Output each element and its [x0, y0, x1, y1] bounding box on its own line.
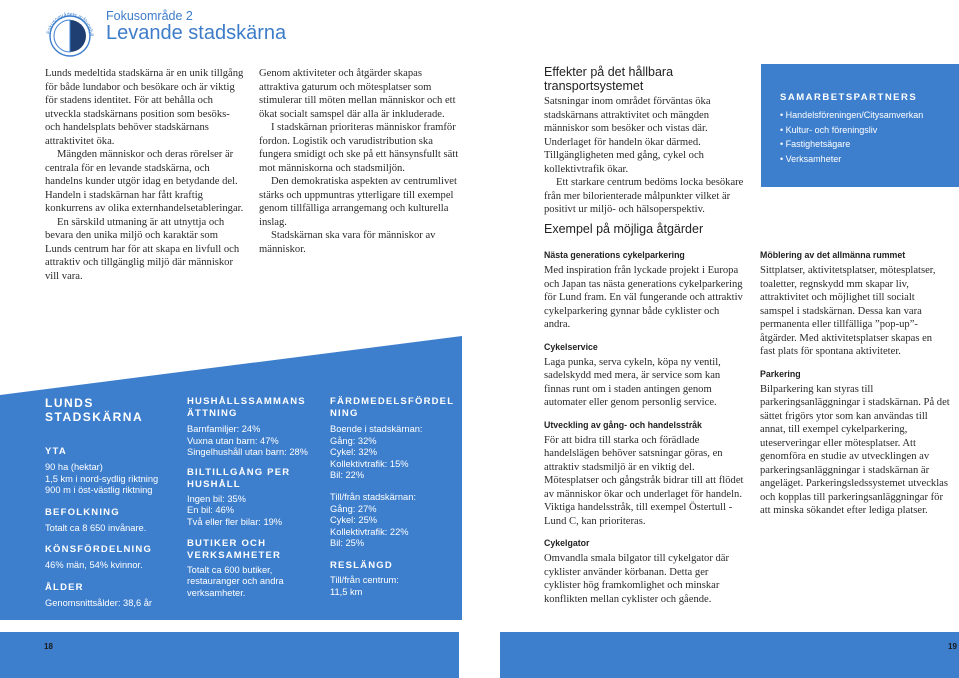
facts-subheading: ÅLDER [45, 581, 84, 593]
effects-heading: Effekter på det hållbara transportsystemet [544, 65, 674, 93]
facts-lunds-stadskarna [45, 396, 175, 610]
examples-heading: Exempel på möjliga åtgärder [544, 222, 704, 236]
fact-line: Två eller fler bilar: 19% [187, 516, 283, 527]
example-text: Omvandla smala bilgator till cykelgator där cyklister använder körbanan. Detta ger cyklister hög framkomlighet och minskar konflikten mellan cyklister och gående. [544, 553, 730, 605]
fact-line: Genomsnittsålder: 38,6 år [45, 597, 152, 608]
fact-line: Gång: 27% [330, 503, 377, 514]
bullet-icon: • [780, 153, 784, 164]
facts-heading: LUNDS STADSKÄRNA [45, 396, 144, 424]
effects-paragraph: Ett starkare centrum bedöms locka besökare från mer bilorienterade målpunkter vilket är positivt ur miljö- och hälsoperspektiv. [544, 177, 744, 215]
facts-subheading: BUTIKER OCH VERKSAMHETER [187, 537, 282, 561]
bullet-icon: • [780, 139, 784, 149]
bullet-icon: • [780, 110, 784, 120]
effects-paragraph: Satsningar inom området förväntas öka stadskärnans attraktivitet och mängden människor som besöker och vistas där. Underlaget för handeln ökar därmed. Tillgängligheten med gång, cykel och kollektivtrafik ökar. [544, 96, 711, 175]
fact-line: Totalt ca 600 butiker, restauranger och andra verksamheter. [187, 564, 284, 598]
facts-hushall [187, 396, 312, 599]
example-item [760, 250, 950, 359]
footer-band-right [500, 632, 959, 678]
intro-paragraph: Lunds medeltida stadskärna är en unik tillgång för både lundabor och besökare och är viktig för stadens identitet. För att behålla och utveckla stadskärnans position som besöks- och handelsplats behöver stadskärnans attraktivitet öka. [45, 68, 244, 147]
facts-fardmedel [330, 396, 455, 598]
fact-line: 1,5 km i nord-sydlig riktning [45, 473, 159, 484]
example-title: Möblering av det allmänna rummet [760, 250, 906, 260]
fact-line: 900 m i öst-västlig riktning [45, 485, 153, 496]
partners-list [780, 108, 959, 166]
intro-column-2 [259, 67, 459, 256]
fact-line: Cykel: 25% [330, 515, 378, 526]
example-title: Nästa generations cykelparkering [544, 250, 685, 260]
effects-section [544, 65, 744, 217]
example-title: Parkering [760, 368, 801, 379]
example-text: Laga punka, serva cykeln, köpa ny ventil, sadelskydd med mera, är service som kan finnas runt om i staden antingen genom automater eller genom personlig service. [544, 356, 721, 408]
fact-line: Ingen bil: 35% [187, 493, 246, 504]
fact-line: Till/från stadskärnan: [330, 491, 416, 502]
example-text: Bilparkering kan styras till parkeringsanläggningar i stadskärnan. På det sättet frigörs ytor som kan användas till annat, till exempel cykelparkering, uteserveringar eller mötesplatser. Att genomföra en studie av utvecklingen av parkeringsanläggningar i stadskärnan är angeläget. Parkeringsledssystemet utvecklas och kopplas till parkeringsanläggningar för att minska sökandet efter lediga platser. [760, 383, 950, 516]
fact-line: Kollektivtrafik: 22% [330, 526, 409, 537]
partner-item: • Fastighetsägare [780, 139, 851, 149]
footer-band-left [0, 632, 459, 678]
fact-line: Bil: 22% [330, 470, 365, 481]
facts-subheading: BEFOLKNING [45, 506, 120, 518]
fact-line: Bil: 25% [330, 538, 365, 549]
page-number-right: 19 [948, 642, 957, 651]
fact-line: 46% män, 54% kvinnor. [45, 560, 143, 571]
facts-subheading: KÖNSFÖRDELNING [45, 544, 153, 556]
fact-line: Vuxna utan barn: 47% [187, 435, 279, 446]
partners-heading: SAMARBETSPARTNERS [780, 92, 918, 103]
page-title: Levande stadskärna [106, 22, 287, 44]
example-text: För att bidra till starka och förädlade handelslägen behöver satsningar göras, en attraktiv stadsmiljö är en viktig del. Mötesplatser och gångstråk bidrar till att flödet av människor ökar och underlaget för handeln. Viktiga handelsstråk, till exempel Östertull - Lund C, kan prioriteras. [544, 434, 744, 527]
fact-line: 11,5 km [330, 586, 363, 597]
fact-line: Barnfamiljer: 24% [187, 424, 261, 434]
examples-column-b [760, 250, 950, 518]
fact-line: Gång: 32% [330, 435, 377, 446]
fact-line: 90 ha (hektar) [45, 462, 103, 472]
intro-paragraph: Den demokratiska aspekten av centrumlivet stärks och uppmuntras ytterligare till exempel genom tillfälliga arrangemang och kulturella inslag. [259, 176, 457, 228]
example-item [760, 369, 950, 518]
fact-line: Singelhushåll utan barn: 28% [187, 447, 308, 458]
partner-item: • Kultur- och föreningsliv [780, 124, 878, 135]
example-title: Utveckling av gång- och handelsstråk [544, 419, 702, 430]
section-kicker: Fokusområde 2 [106, 9, 193, 23]
facts-subheading: RESLÄNGD [330, 559, 393, 571]
partner-item: • Handelsföreningen/Citysamverkan [780, 110, 924, 120]
intro-paragraph: Mängden människor och deras rörelser är centrala för en levande stadskärna, och handelns kunder utgör idag en betydande del. Handeln i stadskärnan har fått kraftig konkurrens av olika externhandelsetableringar. [45, 149, 244, 214]
logo-ring-text: Fokusområdets måluppfyll [46, 11, 95, 37]
facts-subheading: FÄRDMEDELSFÖRDELNING [330, 396, 455, 419]
intro-paragraph: Genom aktiviteter och åtgärder skapas attraktiva gaturum och mötesplatser som stimulerar till möten mellan människor och ett ökat socialt samspel där alla är inkluderade. [259, 68, 456, 120]
page-number-left: 18 [44, 642, 53, 651]
facts-subheading: YTA [45, 446, 67, 457]
fact-line: Boende i stadskärnan: [330, 424, 423, 434]
bullet-icon: • [780, 124, 784, 135]
fact-line: Cykel: 32% [330, 447, 378, 458]
partners-box [761, 64, 959, 187]
intro-paragraph: I stadskärnan prioriteras människor framför fordon. Logistik och varudistribution ska fungera smidigt och ske på ett hänsynsfullt sätt mot människorna och stadsmiljön. [259, 122, 459, 174]
example-text: Sittplatser, aktivitetsplatser, mötesplatser, toaletter, regnskydd mm skapar liv, attraktivitet och möjlighet till socialt samspel i stadskärnan. Dessa kan vara permanenta eller tillfälliga ”pop-up”-åtgärder. Med aktivitetsplatser skapas en fast plats för spontana aktiviteter. [760, 265, 936, 357]
facts-subheading: BILTILLGÅNG PER HUSHÅLL [187, 466, 291, 490]
example-item [544, 250, 744, 332]
intro-paragraph: En särskild utmaning är att utnyttja och bevara den unika miljö och karaktär som Lunds centrum har för att skapa en livfull och attraktiv och tillgänglig miljö där människor vill vara. [45, 216, 240, 282]
intro-paragraph: Stadskärnan ska vara för människor av människor. [259, 230, 436, 255]
fact-line: Kollektivtrafik: 15% [330, 458, 409, 469]
fact-line: Till/från centrum: [330, 574, 399, 585]
facts-subheading: HUSHÅLLSSAMMANSÄTTNING [187, 396, 306, 419]
example-item [544, 538, 744, 606]
partner-item: • Verksamheter [780, 153, 842, 164]
example-item [544, 342, 744, 410]
intro-column-1 [45, 67, 245, 283]
example-item [544, 420, 744, 529]
example-title: Cykelgator [544, 538, 590, 548]
example-text: Med inspiration från lyckade projekt i Europa och Japan tas nästa generations cykelparkering för Lund fram. En väl fungerande och attraktiv cykelparkering gynnar både cyklister och andra. [544, 265, 743, 330]
example-title: Cykelservice [544, 341, 598, 352]
fact-line: Totalt ca 8 650 invånare. [45, 522, 147, 533]
examples-column-a [544, 250, 744, 606]
fact-line: En bil: 46% [187, 505, 235, 516]
